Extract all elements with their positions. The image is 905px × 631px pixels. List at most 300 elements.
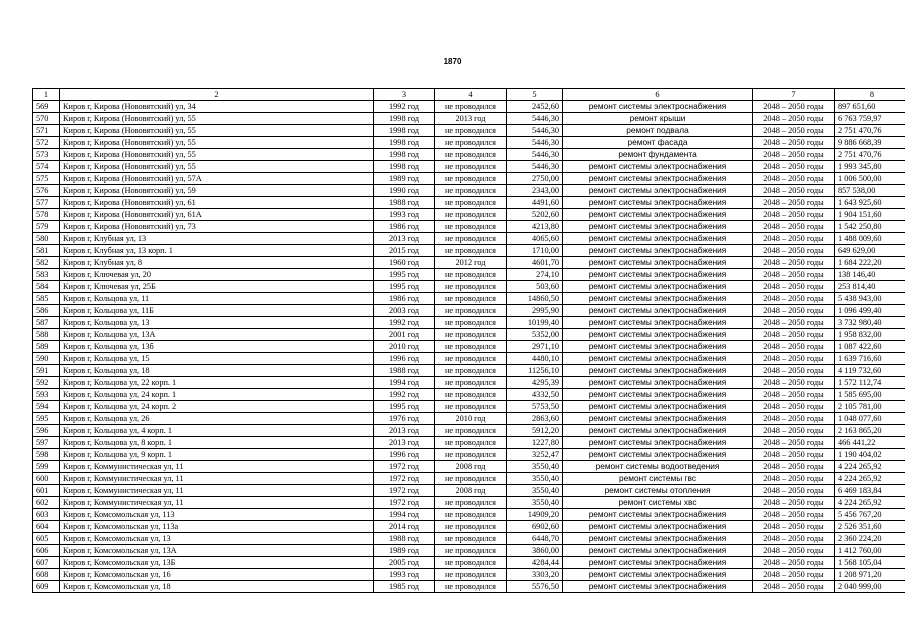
last-repair-year-cell: не проводился <box>435 581 507 593</box>
build-year-cell: 2013 год <box>374 425 435 437</box>
table-row <box>33 113 905 125</box>
build-year-cell: 1995 год <box>374 281 435 293</box>
cost-cell: 9 886 668,39 <box>835 137 905 149</box>
period-cell: 2048 – 2050 годы <box>753 161 835 173</box>
cost-cell: 2 751 470,76 <box>835 125 905 137</box>
table-row <box>33 545 905 557</box>
work-type-cell: ремонт системы электроснабжения <box>563 533 753 545</box>
work-type-cell: ремонт системы электроснабжения <box>563 365 753 377</box>
cost-cell: 4 119 732,60 <box>835 365 905 377</box>
build-year-cell: 1998 год <box>374 149 435 161</box>
period-cell: 2048 – 2050 годы <box>753 533 835 545</box>
last-repair-year-cell: не проводился <box>435 509 507 521</box>
address-cell: Киров г, Кольцова ул, 13б <box>60 341 374 353</box>
build-year-cell: 1990 год <box>374 185 435 197</box>
period-cell: 2048 – 2050 годы <box>753 245 835 257</box>
row-number-cell: 580 <box>33 233 60 245</box>
table-row <box>33 557 905 569</box>
area-cell: 11256,10 <box>507 365 563 377</box>
build-year-cell: 2001 год <box>374 329 435 341</box>
last-repair-year-cell: не проводился <box>435 341 507 353</box>
work-type-cell: ремонт системы отопления <box>563 485 753 497</box>
row-number-cell: 573 <box>33 149 60 161</box>
work-type-cell: ремонт системы электроснабжения <box>563 305 753 317</box>
work-type-cell: ремонт системы электроснабжения <box>563 269 753 281</box>
table-row <box>33 581 905 593</box>
address-cell: Киров г, Кольцова ул, 26 <box>60 413 374 425</box>
address-cell: Киров г, Комсомольская ул, 13Б <box>60 557 374 569</box>
work-type-cell: ремонт подвала <box>563 125 753 137</box>
work-type-cell: ремонт системы водоотведения <box>563 461 753 473</box>
work-type-cell: ремонт системы хвс <box>563 497 753 509</box>
last-repair-year-cell: не проводился <box>435 221 507 233</box>
cost-cell: 2 105 781,00 <box>835 401 905 413</box>
build-year-cell: 2013 год <box>374 437 435 449</box>
last-repair-year-cell: не проводился <box>435 425 507 437</box>
period-cell: 2048 – 2050 годы <box>753 569 835 581</box>
area-cell: 6448,70 <box>507 533 563 545</box>
cost-cell: 897 651,60 <box>835 101 905 113</box>
row-number-cell: 598 <box>33 449 60 461</box>
address-cell: Киров г, Комсомольская ул, 13 <box>60 533 374 545</box>
table-row <box>33 233 905 245</box>
address-cell: Киров г, Ключевая ул, 20 <box>60 269 374 281</box>
address-cell: Киров г, Кирова (Нововятский) ул, 59 <box>60 185 374 197</box>
row-number-cell: 581 <box>33 245 60 257</box>
cost-cell: 466 441,22 <box>835 437 905 449</box>
table-row <box>33 209 905 221</box>
area-cell: 5446,30 <box>507 137 563 149</box>
work-type-cell: ремонт системы электроснабжения <box>563 197 753 209</box>
period-cell: 2048 – 2050 годы <box>753 305 835 317</box>
column-header-8: 8 <box>835 89 905 101</box>
address-cell: Киров г, Кольцова ул, 11 <box>60 293 374 305</box>
area-cell: 4491,60 <box>507 197 563 209</box>
period-cell: 2048 – 2050 годы <box>753 557 835 569</box>
address-cell: Киров г, Коммунистическая ул, 11 <box>60 485 374 497</box>
cost-cell: 2 040 999,00 <box>835 581 905 593</box>
last-repair-year-cell: не проводился <box>435 245 507 257</box>
period-cell: 2048 – 2050 годы <box>753 221 835 233</box>
period-cell: 2048 – 2050 годы <box>753 269 835 281</box>
address-cell: Киров г, Кирова (Нововятский) ул, 61 <box>60 197 374 209</box>
table-row <box>33 305 905 317</box>
period-cell: 2048 – 2050 годы <box>753 149 835 161</box>
build-year-cell: 1986 год <box>374 293 435 305</box>
last-repair-year-cell: не проводился <box>435 533 507 545</box>
area-cell: 2343,00 <box>507 185 563 197</box>
work-type-cell: ремонт системы электроснабжения <box>563 389 753 401</box>
address-cell: Киров г, Комсомольская ул, 113а <box>60 521 374 533</box>
work-type-cell: ремонт системы гвс <box>563 473 753 485</box>
work-type-cell: ремонт системы электроснабжения <box>563 329 753 341</box>
build-year-cell: 1993 год <box>374 569 435 581</box>
table-row <box>33 521 905 533</box>
area-cell: 4213,80 <box>507 221 563 233</box>
work-type-cell: ремонт системы электроснабжения <box>563 245 753 257</box>
build-year-cell: 1972 год <box>374 497 435 509</box>
table-row <box>33 341 905 353</box>
period-cell: 2048 – 2050 годы <box>753 233 835 245</box>
table-body <box>33 101 905 593</box>
cost-cell: 2 526 351,60 <box>835 521 905 533</box>
period-cell: 2048 – 2050 годы <box>753 425 835 437</box>
work-type-cell: ремонт системы электроснабжения <box>563 545 753 557</box>
area-cell: 2995,90 <box>507 305 563 317</box>
area-cell: 3550,40 <box>507 473 563 485</box>
last-repair-year-cell: не проводился <box>435 365 507 377</box>
address-cell: Киров г, Кольцова ул, 4 корп. 1 <box>60 425 374 437</box>
row-number-cell: 576 <box>33 185 60 197</box>
table-row <box>33 533 905 545</box>
cost-cell: 5 438 943,00 <box>835 293 905 305</box>
row-number-cell: 572 <box>33 137 60 149</box>
build-year-cell: 1995 год <box>374 401 435 413</box>
area-cell: 5446,30 <box>507 113 563 125</box>
area-cell: 3550,40 <box>507 497 563 509</box>
work-type-cell: ремонт системы электроснабжения <box>563 581 753 593</box>
work-type-cell: ремонт системы электроснабжения <box>563 449 753 461</box>
address-cell: Киров г, Кирова (Нововятский) ул, 34 <box>60 101 374 113</box>
row-number-cell: 575 <box>33 173 60 185</box>
address-cell: Киров г, Кольцова ул, 24 корп. 2 <box>60 401 374 413</box>
period-cell: 2048 – 2050 годы <box>753 113 835 125</box>
work-type-cell: ремонт системы электроснабжения <box>563 281 753 293</box>
work-type-cell: ремонт системы электроснабжения <box>563 161 753 173</box>
work-type-cell: ремонт системы электроснабжения <box>563 257 753 269</box>
area-cell: 5912,20 <box>507 425 563 437</box>
cost-cell: 1 585 695,00 <box>835 389 905 401</box>
build-year-cell: 1994 год <box>374 509 435 521</box>
build-year-cell: 1988 год <box>374 197 435 209</box>
build-year-cell: 1996 год <box>374 353 435 365</box>
cost-cell: 3 732 980,40 <box>835 317 905 329</box>
period-cell: 2048 – 2050 годы <box>753 257 835 269</box>
build-year-cell: 1992 год <box>374 317 435 329</box>
work-type-cell: ремонт системы электроснабжения <box>563 317 753 329</box>
work-type-cell: ремонт системы электроснабжения <box>563 209 753 221</box>
build-year-cell: 1998 год <box>374 161 435 173</box>
build-year-cell: 2005 год <box>374 557 435 569</box>
column-header-4: 4 <box>435 89 507 101</box>
cost-cell: 253 814,40 <box>835 281 905 293</box>
table-row <box>33 221 905 233</box>
build-year-cell: 2014 год <box>374 521 435 533</box>
table-row <box>33 365 905 377</box>
work-type-cell: ремонт крыши <box>563 113 753 125</box>
page-number: 1870 <box>443 57 462 66</box>
cost-cell: 1 643 925,60 <box>835 197 905 209</box>
build-year-cell: 1976 год <box>374 413 435 425</box>
table-row <box>33 473 905 485</box>
row-number-cell: 578 <box>33 209 60 221</box>
address-cell: Киров г, Кольцова ул, 13А <box>60 329 374 341</box>
address-cell: Киров г, Кирова (Нововятский) ул, 55 <box>60 149 374 161</box>
address-cell: Киров г, Коммунистическая ул, 11 <box>60 497 374 509</box>
area-cell: 2750,00 <box>507 173 563 185</box>
area-cell: 503,60 <box>507 281 563 293</box>
period-cell: 2048 – 2050 годы <box>753 485 835 497</box>
cost-cell: 6 469 183,84 <box>835 485 905 497</box>
area-cell: 4601,70 <box>507 257 563 269</box>
row-number-cell: 595 <box>33 413 60 425</box>
address-cell: Киров г, Кольцова ул, 11Б <box>60 305 374 317</box>
row-number-cell: 587 <box>33 317 60 329</box>
area-cell: 3550,40 <box>507 485 563 497</box>
work-type-cell: ремонт системы электроснабжения <box>563 425 753 437</box>
work-type-cell: ремонт системы электроснабжения <box>563 413 753 425</box>
work-type-cell: ремонт системы электроснабжения <box>563 377 753 389</box>
address-cell: Киров г, Кирова (Нововятский) ул, 57А <box>60 173 374 185</box>
cost-cell: 5 456 767,20 <box>835 509 905 521</box>
last-repair-year-cell: не проводился <box>435 377 507 389</box>
cost-cell: 1 096 499,40 <box>835 305 905 317</box>
period-cell: 2048 – 2050 годы <box>753 413 835 425</box>
row-number-cell: 605 <box>33 533 60 545</box>
build-year-cell: 1985 год <box>374 581 435 593</box>
cost-cell: 1 639 716,60 <box>835 353 905 365</box>
build-year-cell: 1988 год <box>374 533 435 545</box>
build-year-cell: 2013 год <box>374 233 435 245</box>
address-cell: Киров г, Коммунистическая ул, 11 <box>60 461 374 473</box>
work-type-cell: ремонт системы электроснабжения <box>563 569 753 581</box>
row-number-cell: 599 <box>33 461 60 473</box>
period-cell: 2048 – 2050 годы <box>753 137 835 149</box>
area-cell: 4480,10 <box>507 353 563 365</box>
period-cell: 2048 – 2050 годы <box>753 377 835 389</box>
row-number-cell: 602 <box>33 497 60 509</box>
cost-cell: 1 568 105,04 <box>835 557 905 569</box>
address-cell: Киров г, Клубная ул, 8 <box>60 257 374 269</box>
row-number-cell: 600 <box>33 473 60 485</box>
area-cell: 3252,47 <box>507 449 563 461</box>
row-number-cell: 607 <box>33 557 60 569</box>
last-repair-year-cell: не проводился <box>435 125 507 137</box>
cost-cell: 1 572 112,74 <box>835 377 905 389</box>
last-repair-year-cell: не проводился <box>435 401 507 413</box>
cost-cell: 138 146,40 <box>835 269 905 281</box>
area-cell: 1227,80 <box>507 437 563 449</box>
build-year-cell: 1998 год <box>374 125 435 137</box>
last-repair-year-cell: не проводился <box>435 317 507 329</box>
period-cell: 2048 – 2050 годы <box>753 581 835 593</box>
table-row <box>33 413 905 425</box>
row-number-cell: 583 <box>33 269 60 281</box>
last-repair-year-cell: не проводился <box>435 281 507 293</box>
cost-cell: 1 048 077,60 <box>835 413 905 425</box>
last-repair-year-cell: не проводился <box>435 557 507 569</box>
period-cell: 2048 – 2050 годы <box>753 545 835 557</box>
work-type-cell: ремонт системы электроснабжения <box>563 401 753 413</box>
row-number-cell: 604 <box>33 521 60 533</box>
cost-cell: 1 190 404,02 <box>835 449 905 461</box>
column-header-2: 2 <box>60 89 374 101</box>
row-number-cell: 606 <box>33 545 60 557</box>
last-repair-year-cell: не проводился <box>435 449 507 461</box>
last-repair-year-cell: 2010 год <box>435 413 507 425</box>
area-cell: 5202,60 <box>507 209 563 221</box>
area-cell: 5446,30 <box>507 149 563 161</box>
period-cell: 2048 – 2050 годы <box>753 437 835 449</box>
cost-cell: 1 904 151,60 <box>835 209 905 221</box>
address-cell: Киров г, Комсомольская ул, 18 <box>60 581 374 593</box>
cost-cell: 1 488 009,60 <box>835 233 905 245</box>
row-number-cell: 574 <box>33 161 60 173</box>
cost-cell: 857 538,00 <box>835 185 905 197</box>
period-cell: 2048 – 2050 годы <box>753 473 835 485</box>
cost-cell: 1 006 500,00 <box>835 173 905 185</box>
last-repair-year-cell: не проводился <box>435 473 507 485</box>
period-cell: 2048 – 2050 годы <box>753 389 835 401</box>
column-header-1: 1 <box>33 89 60 101</box>
period-cell: 2048 – 2050 годы <box>753 125 835 137</box>
cost-cell: 1 412 760,00 <box>835 545 905 557</box>
last-repair-year-cell: не проводился <box>435 569 507 581</box>
build-year-cell: 2010 год <box>374 341 435 353</box>
address-cell: Киров г, Кирова (Нововятский) ул, 55 <box>60 113 374 125</box>
repair-schedule-table <box>32 88 905 593</box>
table-row <box>33 173 905 185</box>
table-row <box>33 353 905 365</box>
address-cell: Киров г, Кирова (Нововятский) ул, 73 <box>60 221 374 233</box>
work-type-cell: ремонт системы электроснабжения <box>563 341 753 353</box>
cost-cell: 1 087 422,60 <box>835 341 905 353</box>
table-row <box>33 509 905 521</box>
address-cell: Киров г, Кольцова ул, 22 корп. 1 <box>60 377 374 389</box>
address-cell: Киров г, Клубная ул, 13 корп. 1 <box>60 245 374 257</box>
last-repair-year-cell: 2013 год <box>435 113 507 125</box>
row-number-cell: 596 <box>33 425 60 437</box>
build-year-cell: 2015 год <box>374 245 435 257</box>
work-type-cell: ремонт системы электроснабжения <box>563 437 753 449</box>
column-header-5: 5 <box>507 89 563 101</box>
row-number-cell: 590 <box>33 353 60 365</box>
table-row <box>33 149 905 161</box>
period-cell: 2048 – 2050 годы <box>753 509 835 521</box>
work-type-cell: ремонт системы электроснабжения <box>563 185 753 197</box>
table-row <box>33 485 905 497</box>
build-year-cell: 2003 год <box>374 305 435 317</box>
area-cell: 2452,60 <box>507 101 563 113</box>
table-row <box>33 137 905 149</box>
last-repair-year-cell: 2012 год <box>435 257 507 269</box>
area-cell: 274,10 <box>507 269 563 281</box>
table-row <box>33 425 905 437</box>
period-cell: 2048 – 2050 годы <box>753 101 835 113</box>
work-type-cell: ремонт системы электроснабжения <box>563 353 753 365</box>
last-repair-year-cell: не проводился <box>435 269 507 281</box>
period-cell: 2048 – 2050 годы <box>753 401 835 413</box>
last-repair-year-cell: не проводился <box>435 545 507 557</box>
row-number-cell: 603 <box>33 509 60 521</box>
period-cell: 2048 – 2050 годы <box>753 461 835 473</box>
row-number-cell: 608 <box>33 569 60 581</box>
area-cell: 1710,00 <box>507 245 563 257</box>
cost-cell: 4 224 265,92 <box>835 461 905 473</box>
table-row <box>33 269 905 281</box>
cost-cell: 1 208 971,20 <box>835 569 905 581</box>
period-cell: 2048 – 2050 годы <box>753 317 835 329</box>
period-cell: 2048 – 2050 годы <box>753 341 835 353</box>
area-cell: 5576,50 <box>507 581 563 593</box>
area-cell: 4295,39 <box>507 377 563 389</box>
row-number-cell: 594 <box>33 401 60 413</box>
build-year-cell: 1995 год <box>374 269 435 281</box>
address-cell: Киров г, Клубная ул, 13 <box>60 233 374 245</box>
row-number-cell: 591 <box>33 365 60 377</box>
cost-cell: 1 958 832,00 <box>835 329 905 341</box>
row-number-cell: 584 <box>33 281 60 293</box>
period-cell: 2048 – 2050 годы <box>753 329 835 341</box>
last-repair-year-cell: не проводился <box>435 305 507 317</box>
last-repair-year-cell: 2008 год <box>435 485 507 497</box>
address-cell: Киров г, Кирова (Нововятский) ул, 55 <box>60 161 374 173</box>
build-year-cell: 1992 год <box>374 101 435 113</box>
table-row <box>33 245 905 257</box>
table-row <box>33 161 905 173</box>
build-year-cell: 1989 год <box>374 545 435 557</box>
table-row <box>33 389 905 401</box>
cost-cell: 649 629,00 <box>835 245 905 257</box>
area-cell: 14860,50 <box>507 293 563 305</box>
work-type-cell: ремонт системы электроснабжения <box>563 221 753 233</box>
area-cell: 4065,60 <box>507 233 563 245</box>
row-number-cell: 588 <box>33 329 60 341</box>
last-repair-year-cell: не проводился <box>435 173 507 185</box>
last-repair-year-cell: не проводился <box>435 353 507 365</box>
build-year-cell: 1992 год <box>374 389 435 401</box>
address-cell: Киров г, Кольцова ул, 18 <box>60 365 374 377</box>
area-cell: 3303,20 <box>507 569 563 581</box>
area-cell: 2863,60 <box>507 413 563 425</box>
work-type-cell: ремонт системы электроснабжения <box>563 293 753 305</box>
cost-cell: 1 993 345,80 <box>835 161 905 173</box>
table-row <box>33 461 905 473</box>
table-row <box>33 569 905 581</box>
table-row <box>33 449 905 461</box>
last-repair-year-cell: не проводился <box>435 329 507 341</box>
area-cell: 14909,20 <box>507 509 563 521</box>
work-type-cell: ремонт системы электроснабжения <box>563 509 753 521</box>
row-number-cell: 586 <box>33 305 60 317</box>
period-cell: 2048 – 2050 годы <box>753 521 835 533</box>
table-row <box>33 497 905 509</box>
area-cell: 5446,30 <box>507 161 563 173</box>
build-year-cell: 1960 год <box>374 257 435 269</box>
area-cell: 4332,50 <box>507 389 563 401</box>
table-row <box>33 317 905 329</box>
table-row <box>33 293 905 305</box>
last-repair-year-cell: не проводился <box>435 161 507 173</box>
build-year-cell: 1988 год <box>374 365 435 377</box>
table-row <box>33 101 905 113</box>
last-repair-year-cell: не проводился <box>435 233 507 245</box>
build-year-cell: 1972 год <box>374 485 435 497</box>
last-repair-year-cell: не проводился <box>435 149 507 161</box>
work-type-cell: ремонт системы электроснабжения <box>563 101 753 113</box>
period-cell: 2048 – 2050 годы <box>753 209 835 221</box>
column-header-3: 3 <box>374 89 435 101</box>
period-cell: 2048 – 2050 годы <box>753 365 835 377</box>
row-number-cell: 592 <box>33 377 60 389</box>
area-cell: 5753,50 <box>507 401 563 413</box>
row-number-cell: 589 <box>33 341 60 353</box>
build-year-cell: 1998 год <box>374 113 435 125</box>
row-number-cell: 571 <box>33 125 60 137</box>
work-type-cell: ремонт фасада <box>563 137 753 149</box>
table-row <box>33 437 905 449</box>
row-number-cell: 585 <box>33 293 60 305</box>
